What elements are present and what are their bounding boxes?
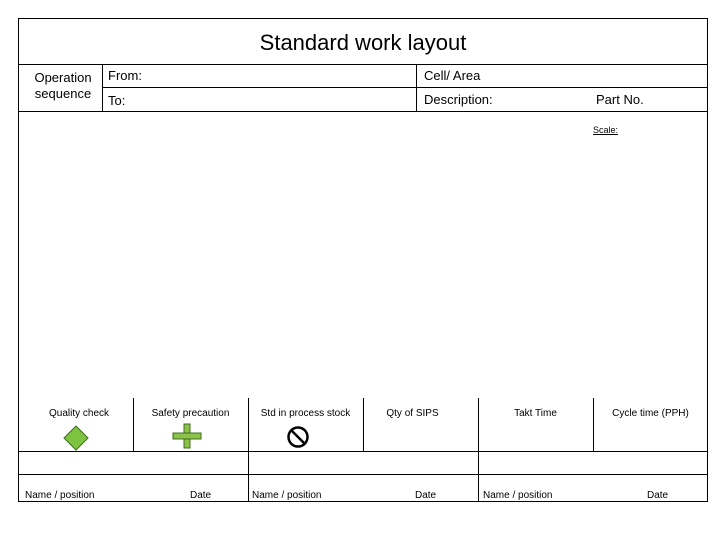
title-divider (18, 64, 708, 65)
qty-of-sips-label: Qty of SIPS (386, 408, 439, 419)
green-diamond-icon (63, 425, 89, 451)
date-2[interactable]: Date (415, 490, 437, 501)
scale-label: Scale: (593, 125, 619, 135)
quality-safety-entry-cell[interactable] (19, 452, 248, 474)
to-field[interactable]: To: (108, 93, 126, 108)
quality-check-label: Quality check (48, 408, 110, 419)
part-no-field[interactable]: Part No. (596, 92, 644, 107)
sips-entry-cell[interactable] (249, 452, 478, 474)
legend-col-divider-3 (363, 398, 364, 451)
takt-cycle-entry-cell[interactable] (479, 452, 707, 474)
from-field[interactable]: From: (108, 68, 142, 83)
layout-drawing-area[interactable] (19, 112, 707, 398)
date-3[interactable]: Date (647, 490, 669, 501)
from-row-divider (102, 87, 708, 88)
cell-area-field[interactable]: Cell/ Area (424, 68, 481, 83)
legend-col-divider-1 (133, 398, 134, 451)
prohibition-circle-icon (286, 425, 310, 449)
cell-area-divider (416, 64, 417, 111)
safety-precaution-label: Safety precaution (151, 408, 230, 419)
date-1[interactable]: Date (190, 490, 212, 501)
legend-col-divider-5 (593, 398, 594, 451)
page-title: Standard work layout (259, 30, 467, 55)
cycle-time-label: Cycle time (PPH) (612, 408, 689, 419)
takt-time-label: Takt Time (514, 408, 557, 419)
name-position-1[interactable]: Name / position (25, 490, 95, 501)
operation-sequence-line-1: Operation (34, 70, 92, 85)
operation-sequence-label (20, 70, 106, 102)
signoff-divider (18, 474, 708, 475)
operation-sequence-line-2: sequence (34, 86, 92, 101)
green-plus-icon (172, 423, 202, 449)
name-position-2[interactable]: Name / position (252, 490, 322, 501)
name-position-3[interactable]: Name / position (483, 490, 553, 501)
std-in-process-stock-label: Std in process stock (260, 408, 351, 419)
description-field[interactable]: Description: (424, 92, 493, 107)
